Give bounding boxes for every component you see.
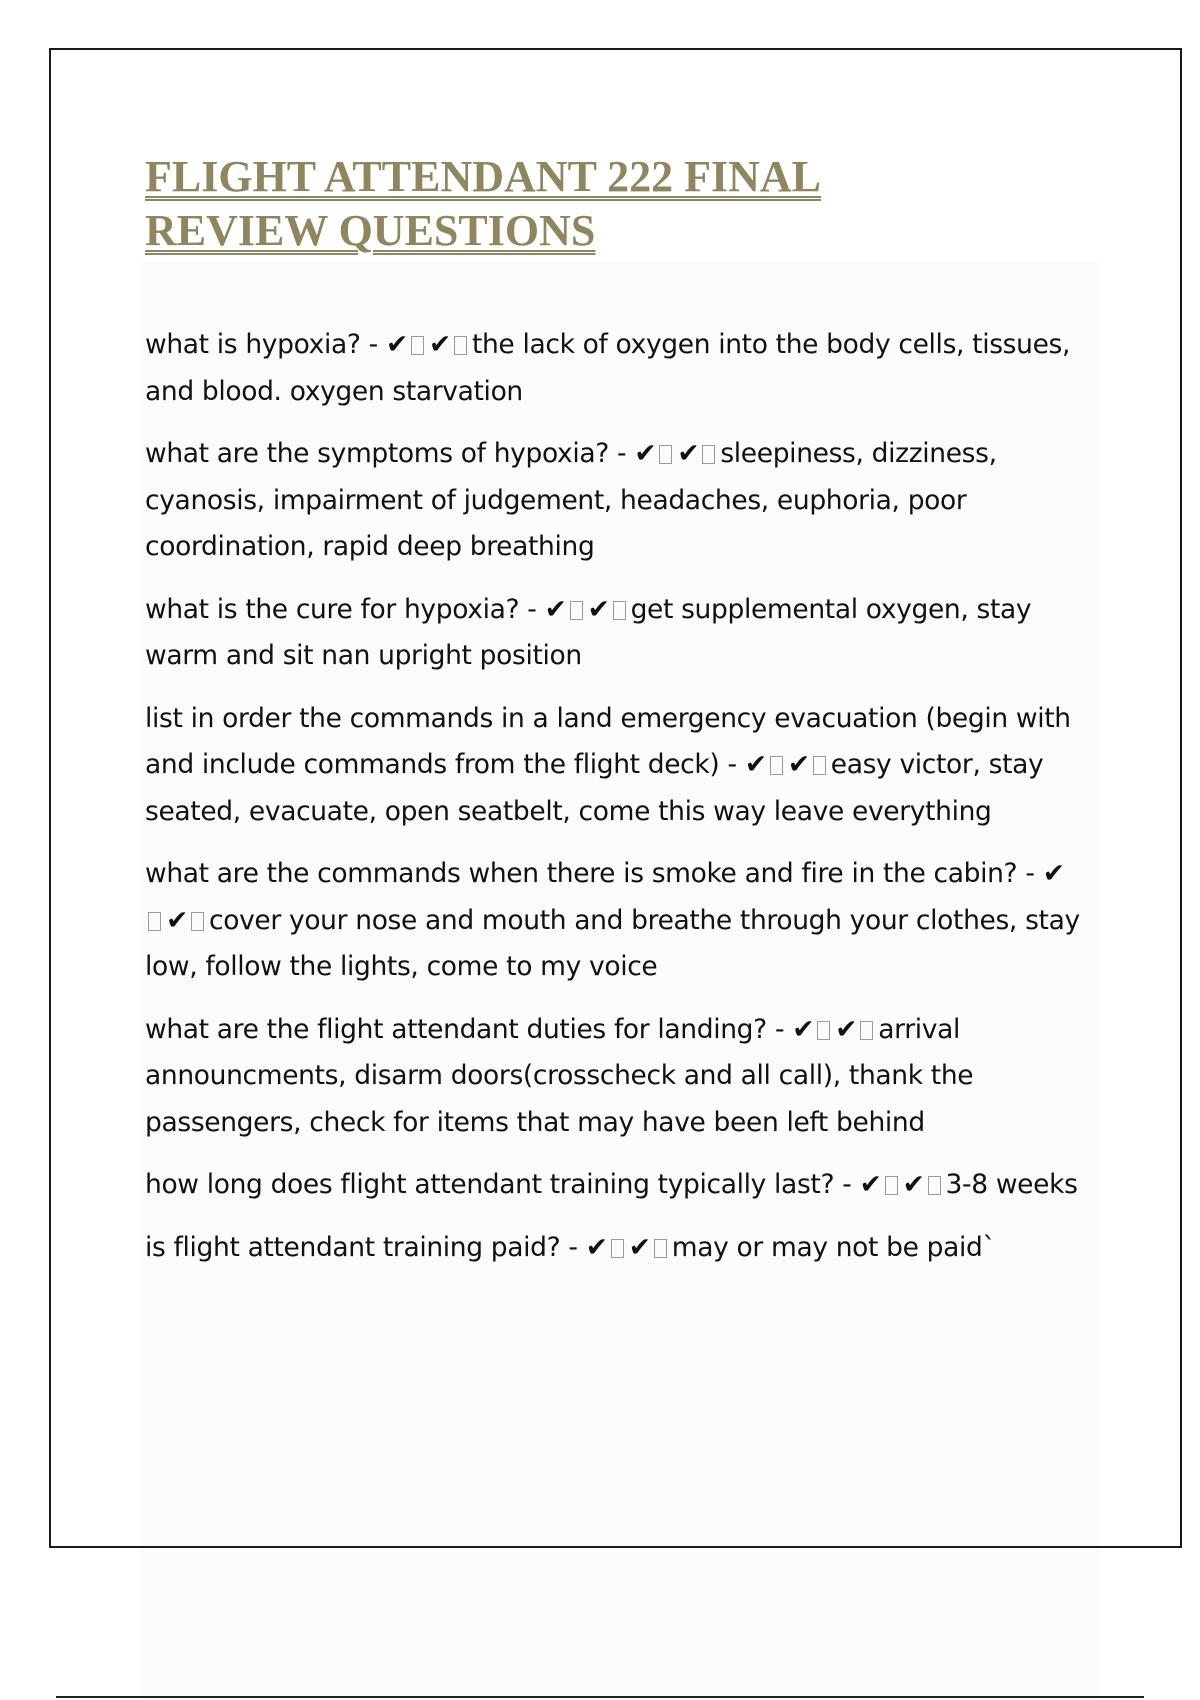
qa-item [145, 696, 1085, 836]
check-icon: ✔ [859, 1169, 882, 1200]
question-text: is flight attendant training paid? - [145, 1231, 578, 1263]
qa-item [145, 1225, 1085, 1272]
answer-text: arrival announcments, disarm doors(crosscheck and all call), thank the passengers, check for items that may have been left behind [145, 1013, 974, 1138]
box-icon [191, 912, 204, 931]
box-icon [454, 336, 467, 355]
title-line-1: FLIGHT ATTENDANT 222 FINAL [145, 152, 822, 201]
box-icon [860, 1021, 873, 1040]
check-icon: ✔ [628, 1231, 651, 1263]
box-icon [654, 1239, 667, 1258]
check-icon: ✔ [544, 593, 567, 625]
box-icon [411, 336, 424, 355]
box-icon [659, 445, 672, 464]
box-icon [702, 445, 715, 464]
check-icon: ✔ [386, 329, 408, 360]
check-icon: ✔ [166, 904, 188, 936]
box-icon [813, 756, 826, 775]
answer-text: get supplemental oxygen, stay warm and sit nan upright position [145, 593, 1032, 671]
check-icon: ✔ [677, 438, 700, 469]
footer-rule [56, 1696, 1144, 1698]
check-icon: ✔ [902, 1169, 925, 1200]
answer-text: sleepiness, dizziness, cyanosis, impairment of judgement, headaches, euphoria, poor coordination, rapid deep breathing [145, 438, 997, 562]
box-icon [570, 601, 583, 620]
question-text: what is hypoxia? - [145, 329, 378, 360]
box-icon [817, 1021, 830, 1040]
qa-item [145, 322, 1085, 415]
answer-text: 3-8 weeks [945, 1169, 1078, 1200]
qa-item [145, 851, 1085, 991]
document-title [145, 150, 945, 258]
box-icon [148, 912, 161, 931]
check-icon: ✔ [1042, 858, 1065, 889]
answer-text: cover your nose and mouth and breathe through your clothes, stay low, follow the lights, come to my voice [145, 904, 1080, 982]
qa-item [145, 587, 1085, 680]
qa-item [145, 431, 1085, 571]
check-icon: ✔ [634, 438, 657, 469]
question-text: what are the flight attendant duties for landing? - [145, 1013, 785, 1045]
check-icon: ✔ [585, 1231, 608, 1263]
answer-text: may or may not be paid` [671, 1231, 996, 1263]
box-icon [613, 601, 626, 620]
question-text: what is the cure for hypoxia? - [145, 593, 537, 625]
check-icon: ✔ [744, 749, 767, 780]
check-icon: ✔ [587, 593, 610, 625]
check-icon: ✔ [787, 749, 810, 780]
qa-list [145, 322, 1085, 1287]
box-icon [928, 1176, 941, 1195]
check-icon: ✔ [835, 1013, 858, 1045]
box-icon [611, 1239, 624, 1258]
box-icon [885, 1176, 898, 1195]
question-text: list in order the commands in a land emergency evacuation (begin with and include commands from the flight deck) - [145, 702, 1071, 780]
check-icon: ✔ [792, 1013, 815, 1045]
question-text: what are the commands when there is smoke and fire in the cabin? - [145, 858, 1035, 889]
question-text: how long does flight attendant training typically last? - [145, 1169, 852, 1200]
question-text: what are the symptoms of hypoxia? - [145, 438, 627, 469]
qa-item [145, 1162, 1085, 1209]
title-line-2: REVIEW QUESTIONS [145, 206, 596, 255]
check-icon: ✔ [429, 329, 451, 360]
answer-text: the lack of oxygen into the body cells, tissues, and blood. oxygen starvation [145, 329, 1071, 407]
qa-item [145, 1007, 1085, 1147]
answer-text: easy victor, stay seated, evacuate, open seatbelt, come this way leave everything [145, 749, 1044, 827]
box-icon [770, 756, 783, 775]
